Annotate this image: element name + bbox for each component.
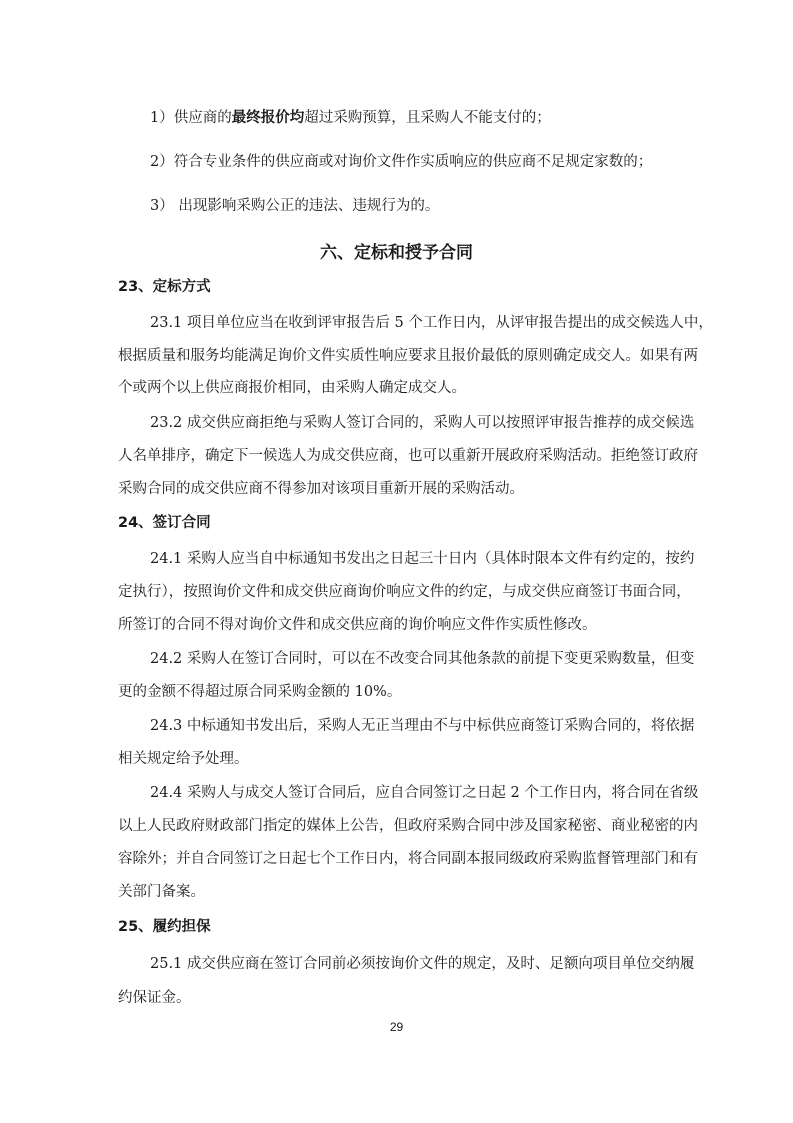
heading-23: 23、定标方式 <box>118 279 211 295</box>
para-23-1-line-2: 根据质量和服务均能满足询价文件实质性响应要求且报价最低的原则确定成交人。如果有两 <box>118 348 698 364</box>
list-item-1-bold-text: 最终报价均 <box>231 110 305 126</box>
para-24-3-line-2: 相关规定给予处理。 <box>118 751 249 767</box>
para-25-1-line-1: 25.1 成交供应商在签订合同前必须按询价文件的规定，及时、足额向项目单位交纳履 <box>150 956 695 972</box>
para-23-1-line-1: 23.1 项目单位应当在收到评审报告后 5 个工作日内，从评审报告提出的成交候选人中， <box>150 315 713 331</box>
heading-24: 24、签订合同 <box>118 515 211 531</box>
para-23-2-line-1: 23.2 成交供应商拒绝与采购人签订合同的，采购人可以按照评审报告推荐的成交候选 <box>150 415 695 431</box>
list-item-1-text: 1）供应商的 <box>150 110 232 126</box>
para-24-4-line-1: 24.4 采购人与成交人签订合同后，应自合同签订之日起 2 个工作日内，将合同在省级 <box>150 785 699 801</box>
para-23-2-line-3: 采购合同的成交供应商不得参加对该项目重新开展的采购活动。 <box>118 481 524 497</box>
para-24-2-line-2: 更的金额不得超过原合同采购金额的 10%。 <box>118 684 402 700</box>
para-24-3-line-1: 24.3 中标通知书发出后，采购人无正当理由不与中标供应商签订采购合同的，将依据 <box>150 718 695 734</box>
para-24-1-line-1: 24.1 采购人应当自中标通知书发出之日起三十日内（具体时限本文件有约定的，按约 <box>150 551 695 567</box>
para-24-1-line-3: 所签订的合同不得对询价文件和成交供应商的询价响应文件作实质性修改。 <box>118 617 597 633</box>
page-number: 29 <box>389 1020 404 1034</box>
list-item-2: 2）符合专业条件的供应商或对询价文件作实质响应的供应商不足规定家数的； <box>150 154 653 170</box>
section-title: 六、定标和授予合同 <box>320 243 473 263</box>
para-23-1-line-3: 个或两个以上供应商报价相同，由采购人确定成交人。 <box>118 380 466 396</box>
list-item-1 <box>150 108 551 128</box>
para-24-4-line-4: 关部门备案。 <box>118 884 205 900</box>
para-24-2-line-1: 24.2 采购人在签订合同时，可以在不改变合同其他条款的前提下变更采购数量，但变 <box>150 651 695 667</box>
heading-25: 25、履约担保 <box>118 919 211 935</box>
para-24-4-line-2: 以上人民政府财政部门指定的媒体上公告，但政府采购合同中涉及国家秘密、商业秘密的内 <box>118 818 698 834</box>
para-25-1-line-2: 约保证金。 <box>118 990 191 1006</box>
para-24-4-line-3: 容除外；并自合同签订之日起七个工作日内，将合同副本报同级政府采购监督管理部门和有 <box>118 851 698 867</box>
para-24-1-line-2: 定执行），按照询价文件和成交供应商询价响应文件的约定，与成交供应商签订书面合同， <box>118 584 691 600</box>
list-item-3: 3） 出现影响采购公正的违法、违规行为的。 <box>150 198 440 214</box>
para-23-2-line-2: 人名单排序，确定下一候选人为成交供应商，也可以重新开展政府采购活动。拒绝签订政府 <box>118 448 698 464</box>
list-item-1-text-end: 超过采购预算，且采购人不能支付的； <box>304 110 551 126</box>
